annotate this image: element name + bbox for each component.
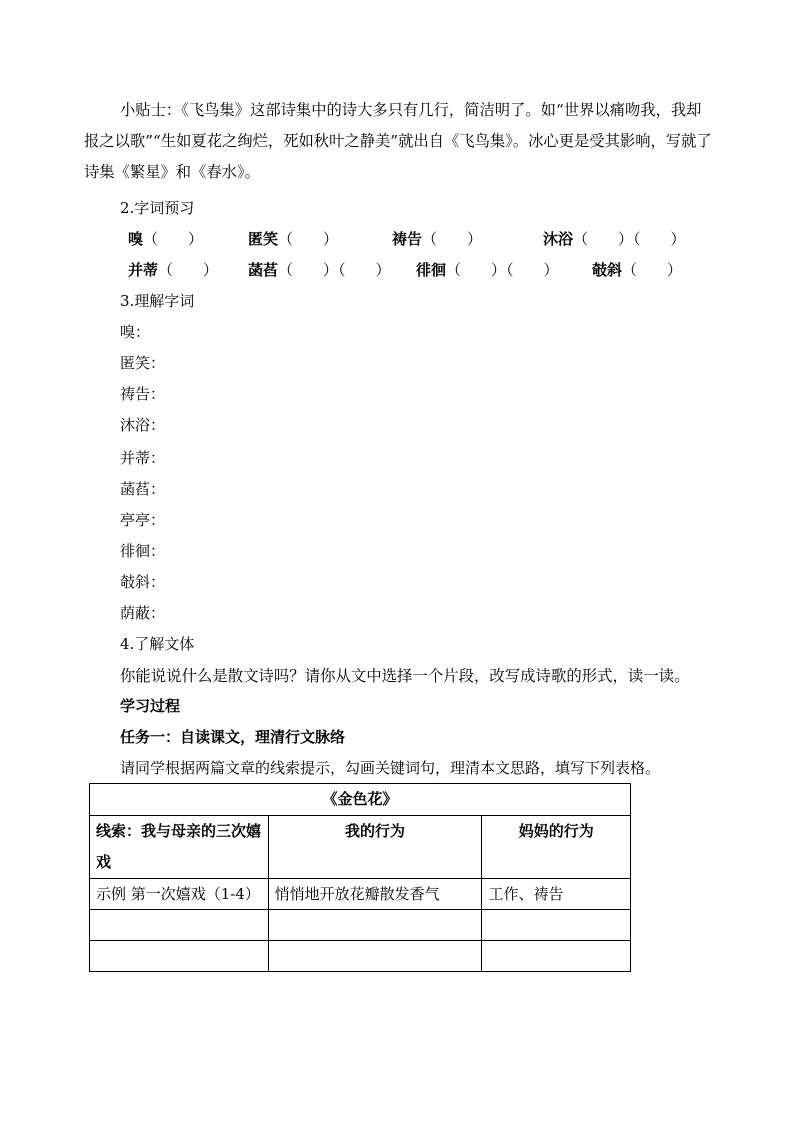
table-cell: 示例 第一次嬉戏（1-4） xyxy=(90,879,269,910)
table-row xyxy=(90,910,631,941)
vocab-item: 匿笑（ ） xyxy=(248,230,339,248)
vocab-item: 徘徊（ ）（ ） xyxy=(416,261,559,279)
section-3-heading: 3.理解字词 xyxy=(120,292,195,310)
table-cell xyxy=(268,941,482,972)
golden-flower-table xyxy=(89,783,631,972)
vocab-item: 嗅（ ） xyxy=(128,230,204,248)
word-def-item: 菡萏： xyxy=(120,480,166,498)
table-title: 《金色花》 xyxy=(90,784,631,816)
word-def-item: 嗅： xyxy=(120,323,151,341)
table-row xyxy=(90,879,631,910)
word-def-item: 徘徊： xyxy=(120,542,166,560)
word-def-item: 亭亭： xyxy=(120,511,166,529)
table-cell xyxy=(482,910,631,941)
table-cell xyxy=(268,910,482,941)
table-cell: 工作、祷告 xyxy=(482,879,631,910)
vocab-item: 祷告（ ） xyxy=(392,230,483,248)
word-def-item: 并蒂： xyxy=(120,449,166,467)
table-title-row xyxy=(90,784,631,816)
table-header-row xyxy=(90,816,631,879)
task-instruction: 请同学根据两篇文章的线索提示，勾画关键词句，理清本文思路，填写下列表格。 xyxy=(120,759,661,777)
word-def-item: 荫蔽： xyxy=(120,604,166,622)
vocab-item: 菡萏（ ）（ ） xyxy=(248,261,391,279)
table-cell xyxy=(90,910,269,941)
process-heading: 学习过程 xyxy=(120,697,181,715)
tip-paragraph: 小贴士：《飞鸟集》这部诗集中的诗大多只有几行，简洁明了。如“世界以痛吻我，我却报之以歌”“生如夏花之绚烂，死如秋叶之静美”就出自《飞鸟集》。冰心更是受其影响，写就了诗集《繁星》和《春水》。 xyxy=(84,101,712,181)
table-cell: 悄悄地开放花瓣散发香气 xyxy=(268,879,482,910)
section-2-heading: 2.字词预习 xyxy=(120,199,195,217)
header-my-actions: 我的行为 xyxy=(268,816,482,879)
word-def-item: 沐浴： xyxy=(120,416,166,434)
word-def-item: 祷告： xyxy=(120,385,166,403)
vocab-item: 并蒂（ ） xyxy=(128,261,219,279)
word-def-item: 攲斜： xyxy=(120,573,166,591)
table-row xyxy=(90,941,631,972)
vocab-item: 沐浴（ ）（ ） xyxy=(543,230,686,248)
section-4-heading: 4.了解文体 xyxy=(120,635,195,653)
vocab-item: 攲斜（ ） xyxy=(592,261,683,279)
genre-question: 你能说说什么是散文诗吗？请你从文中选择一个片段，改写成诗歌的形式，读一读。 xyxy=(120,667,690,685)
task-1-heading: 任务一：自读课文，理清行文脉络 xyxy=(120,728,346,746)
word-def-item: 匿笑： xyxy=(120,354,166,372)
header-clue: 线索：我与母亲的三次嬉戏 xyxy=(90,816,269,879)
table-cell xyxy=(90,941,269,972)
header-mom-actions: 妈妈的行为 xyxy=(482,816,631,879)
table-cell xyxy=(482,941,631,972)
